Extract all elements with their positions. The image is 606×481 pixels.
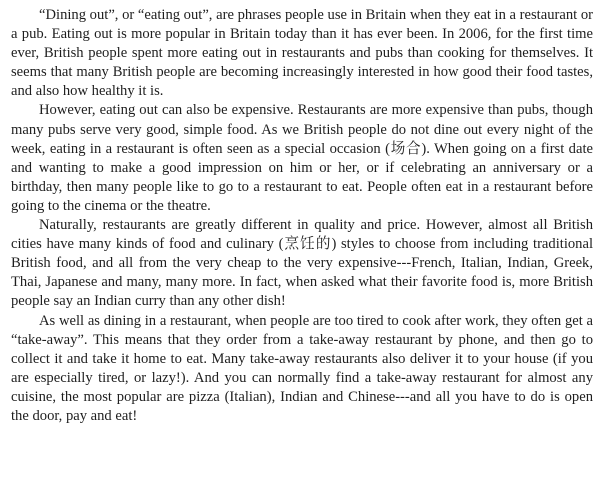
- paragraph-1: “Dining out”, or “eating out”, are phrases people use in Britain when they eat in a restaurant or a pub. Eating out is more popular in Britain today than it has ever been. In 2006, for the first time ever, British people spent more eating out in restaurants and pubs than cooking for themselves. It seems that many British people are becoming increasingly interested in how good their food tastes, and also how healthy it is.: [11, 7, 593, 100]
- paragraph-2: However, eating out can also be expensive. Restaurants are more expensive than pubs, though many pubs serve very good, simple food. As we British people do not dine out every night of the week, eating in a restaurant is often seen as a special occasion (场合). When going on a first date and wanting to make a good impression on him or her, or if celebrating an anniversary or a birthday, then many people like to go to a restaurant to eat. People often eat in a restaurant before going to the cinema or the theatre.: [11, 102, 593, 214]
- paragraph-4: As well as dining in a restaurant, when people are too tired to cook after work, they often get a “take-away”. This means that they order from a take-away restaurant by phone, and then go to collect it and take it home to eat. Many take-away restaurants also deliver it to your house (if you are especially tired, or lazy!). And you can normally find a take-away restaurant for almost any cuisine, the most popular are pizza (Italian), Indian and Chinese---and all you have to do is open the door, pay and eat!: [11, 312, 593, 424]
- paragraph-3: Naturally, restaurants are greatly different in quality and price. However, almost all British cities have many kinds of food and culinary (烹饪的) styles to choose from including traditional British food, and all from the very cheap to the very expensive---French, Italian, Indian, Greek, Thai, Japanese and many, many more. In fact, when asked what their favorite food is, more British people say an Indian curry than any other dish!: [11, 217, 593, 310]
- article-body: [11, 6, 593, 426]
